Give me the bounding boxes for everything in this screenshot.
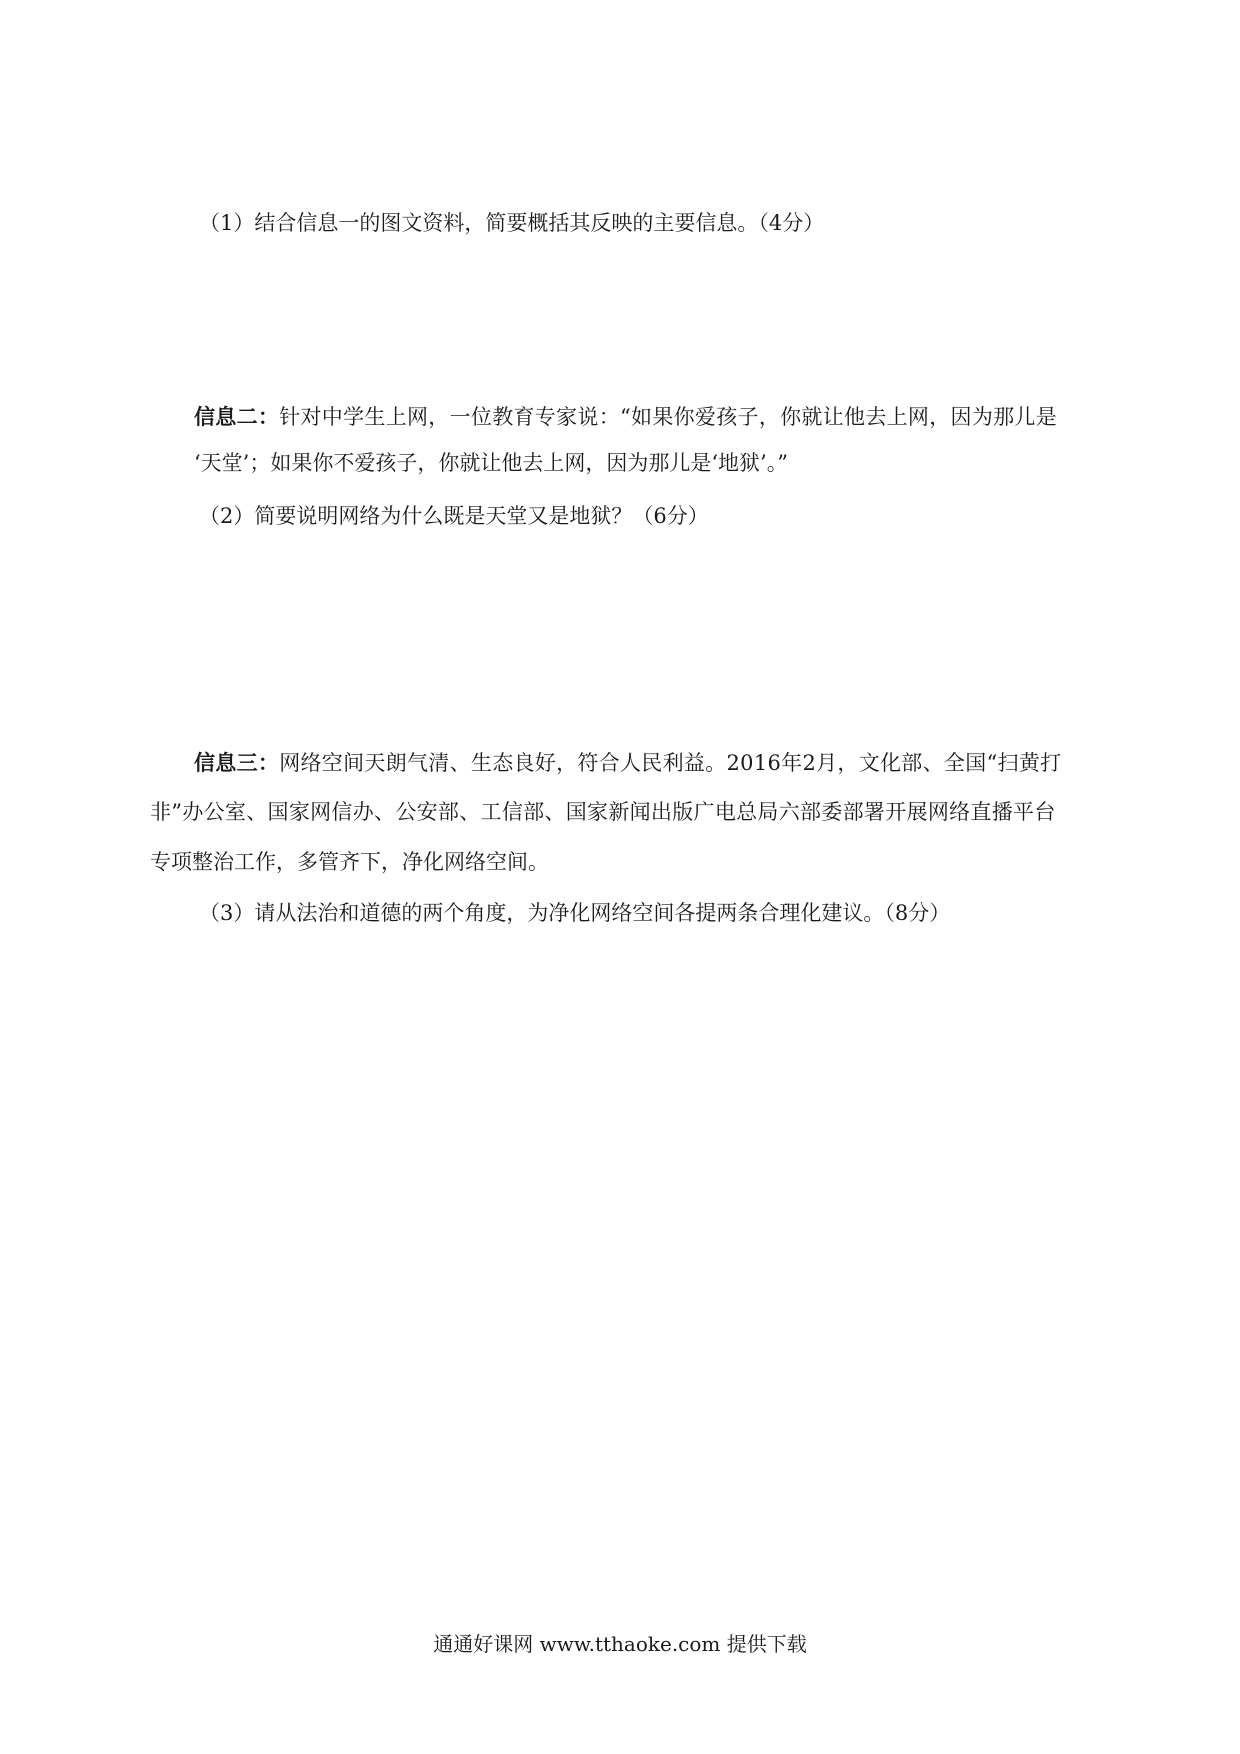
page-footer: 通通好课网 www.tthaoke.com 提供下载 bbox=[433, 1632, 807, 1656]
info-2-label: 信息二： bbox=[194, 405, 280, 429]
info-3-label: 信息三： bbox=[194, 751, 280, 775]
info-2-paragraph-line-1 bbox=[194, 402, 1096, 432]
question-3: （3）请从法治和道德的两个角度，为净化网络空间各提两条合理化建议。（8分） bbox=[199, 901, 951, 925]
question-2: （2）简要说明网络为什么既是天堂又是地狱？（6分） bbox=[199, 504, 709, 528]
info-2-text-line-1: 针对中学生上网，一位教育专家说：“如果你爱孩子，你就让他去上网，因为那儿是 bbox=[279, 405, 1058, 429]
info-3-paragraph-line-1 bbox=[194, 748, 1096, 778]
info-3-text-line-3: 专项整治工作，多管齐下，净化网络空间。 bbox=[150, 850, 549, 874]
info-3-text-line-2: 非”办公室、国家网信办、公安部、工信部、国家新闻出版广电总局六部委部署开展网络直播平台 bbox=[150, 800, 1056, 824]
info-2-text-line-2: ‘天堂’；如果你不爱孩子，你就让他去上网，因为那儿是‘地狱’。” bbox=[194, 451, 788, 475]
info-3-text-line-1: 网络空间天朗气清、生态良好，符合人民利益。2016年2月，文化部、全国“扫黄打 bbox=[279, 751, 1062, 775]
question-1: （1）结合信息一的图文资料，简要概括其反映的主要信息。（4分） bbox=[199, 211, 825, 235]
